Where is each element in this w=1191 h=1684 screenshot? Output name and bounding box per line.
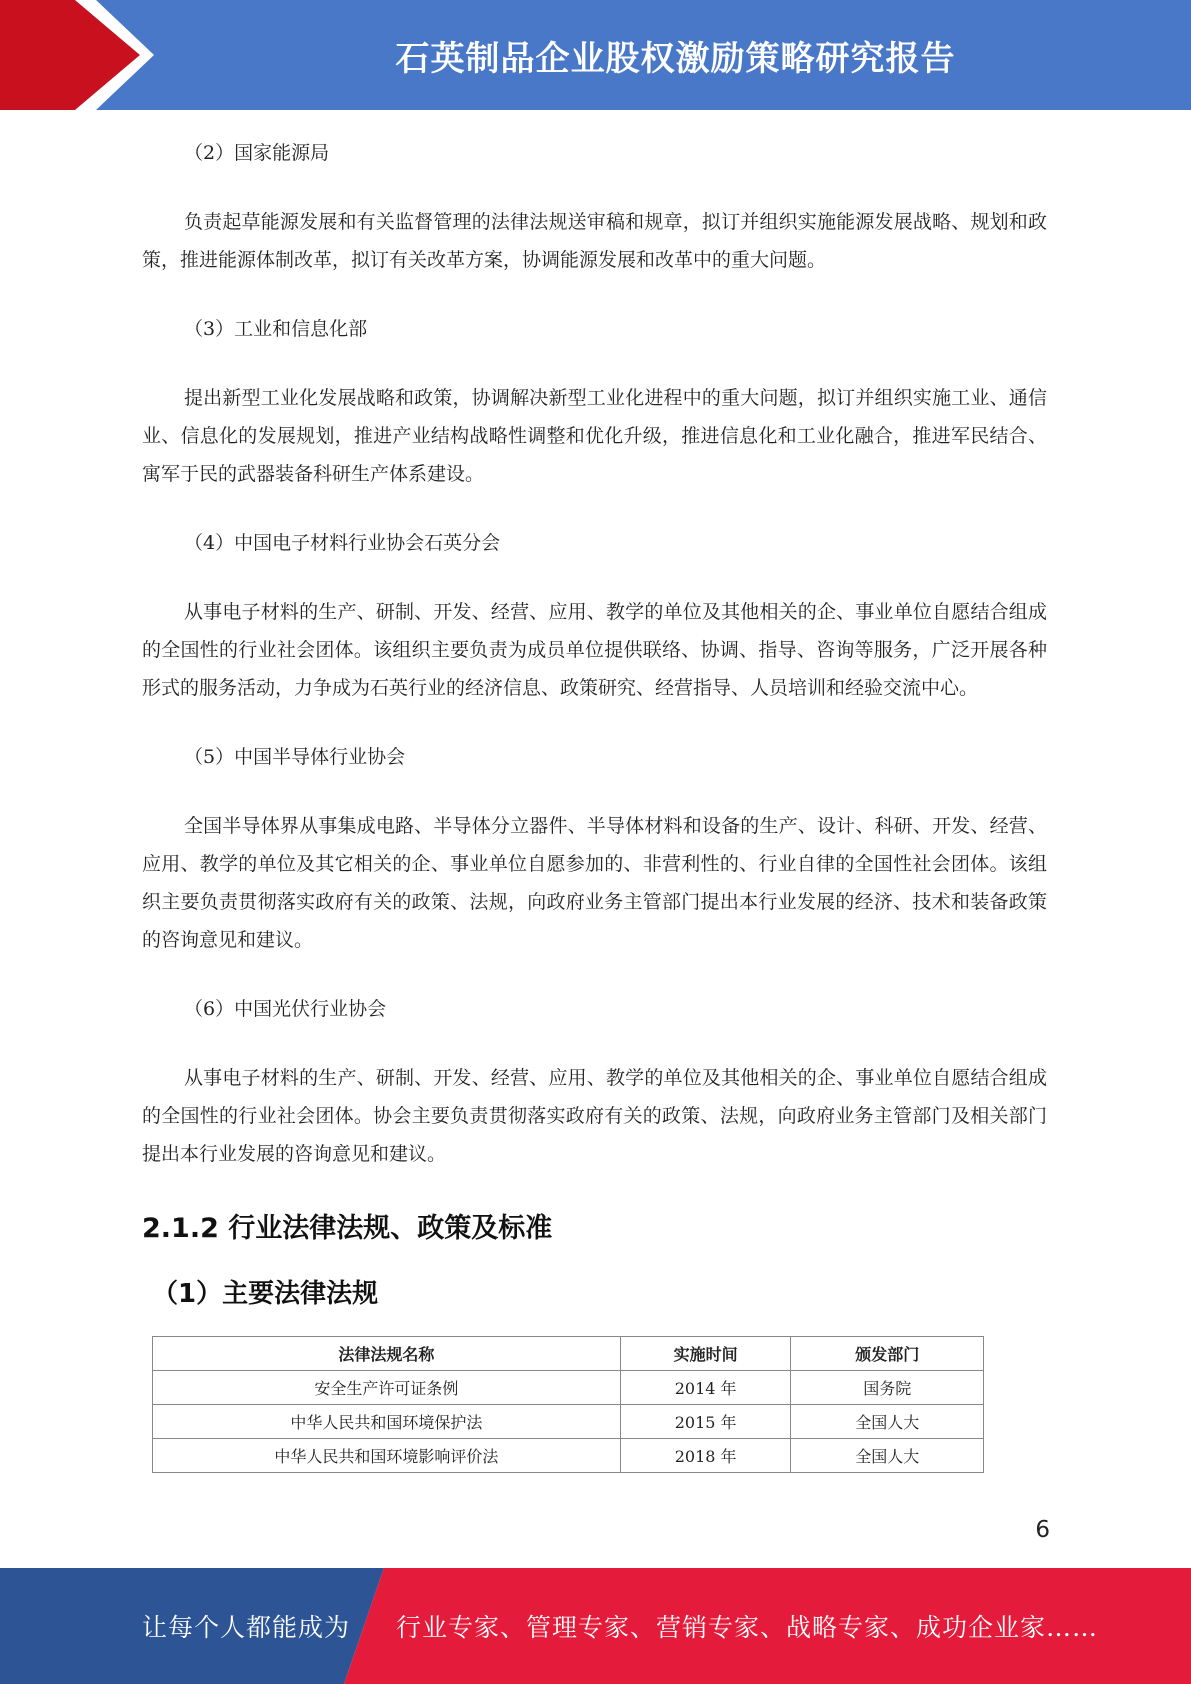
law-table	[152, 1336, 984, 1473]
report-title: 石英制品企业股权激励策略研究报告	[395, 38, 956, 79]
table-cell: 中华人民共和国环境保护法	[153, 1405, 621, 1439]
table-cell: 中华人民共和国环境影响评价法	[153, 1439, 621, 1473]
table-header-row	[153, 1337, 984, 1371]
section-heading: 2.1.2 行业法律法规、政策及标准	[142, 1213, 553, 1244]
paragraph: 从事电子材料的生产、研制、开发、经营、应用、教学的单位及其他相关的企、事业单位自愿结合组成的全国性的行业社会团体。协会主要负责贯彻落实政府有关的政策、法规，向政府业务主管部门及相关部门提出本行业发展的咨询意见和建议。	[142, 1067, 1047, 1165]
paragraph: 从事电子材料的生产、研制、开发、经营、应用、教学的单位及其他相关的企、事业单位自愿结合组成的全国性的行业社会团体。该组织主要负责为成员单位提供联络、协调、指导、咨询等服务，广泛开展各种形式的服务活动，力争成为石英行业的经济信息、政策研究、经营指导、人员培训和经验交流中心。	[142, 601, 1047, 699]
footer-slogan-left: 让每个人都能成为	[142, 1613, 351, 1642]
header-banner	[0, 0, 1191, 110]
paragraph: 全国半导体界从事集成电路、半导体分立器件、半导体材料和设备的生产、设计、科研、开发、经营、应用、教学的单位及其它相关的企、事业单位自愿参加的、非营利性的、行业自律的全国性社会团体。该组织主要负责贯彻落实政府有关的政策、法规，向政府业务主管部门提出本行业发展的经济、技术和装备政策的咨询意见和建议。	[142, 815, 1047, 951]
footer-banner	[0, 1568, 1191, 1684]
table-header-cell: 颁发部门	[791, 1337, 984, 1371]
table-cell: 2014 年	[620, 1371, 791, 1405]
subsection-label: （4）中国电子材料行业协会石英分会	[184, 532, 501, 554]
table-cell: 安全生产许可证条例	[153, 1371, 621, 1405]
table-header-cell: 实施时间	[620, 1337, 791, 1371]
table-cell: 2015 年	[620, 1405, 791, 1439]
subsection-label: （5）中国半导体行业协会	[184, 746, 406, 768]
table-header-cell: 法律法规名称	[153, 1337, 621, 1371]
table-cell: 2018 年	[620, 1439, 791, 1473]
subsection-label: （2）国家能源局	[184, 142, 330, 164]
table-cell: 国务院	[791, 1371, 984, 1405]
table-row	[153, 1371, 984, 1405]
table-cell: 全国人大	[791, 1405, 984, 1439]
subsection-label: （3）工业和信息化部	[184, 318, 368, 340]
paragraph: 负责起草能源发展和有关监督管理的法律法规送审稿和规章，拟订并组织实施能源发展战略、规划和政策，推进能源体制改革，拟订有关改革方案，协调能源发展和改革中的重大问题。	[142, 211, 1047, 271]
table-row	[153, 1439, 984, 1473]
page-content	[142, 134, 1047, 1473]
page-number: 6	[1035, 1517, 1050, 1543]
subsection-heading: （1）主要法律法规	[152, 1279, 379, 1309]
subsection-label: （6）中国光伏行业协会	[184, 998, 387, 1020]
header-arrow-icon	[0, 0, 170, 110]
table-cell: 全国人大	[791, 1439, 984, 1473]
table-row	[153, 1405, 984, 1439]
paragraph: 提出新型工业化发展战略和政策，协调解决新型工业化进程中的重大问题，拟订并组织实施工业、通信业、信息化的发展规划，推进产业结构战略性调整和优化升级，推进信息化和工业化融合，推进军民结合、寓军于民的武器装备科研生产体系建设。	[142, 387, 1047, 485]
footer-slogan-right: 行业专家、管理专家、营销专家、战略专家、成功企业家……	[396, 1613, 1099, 1642]
